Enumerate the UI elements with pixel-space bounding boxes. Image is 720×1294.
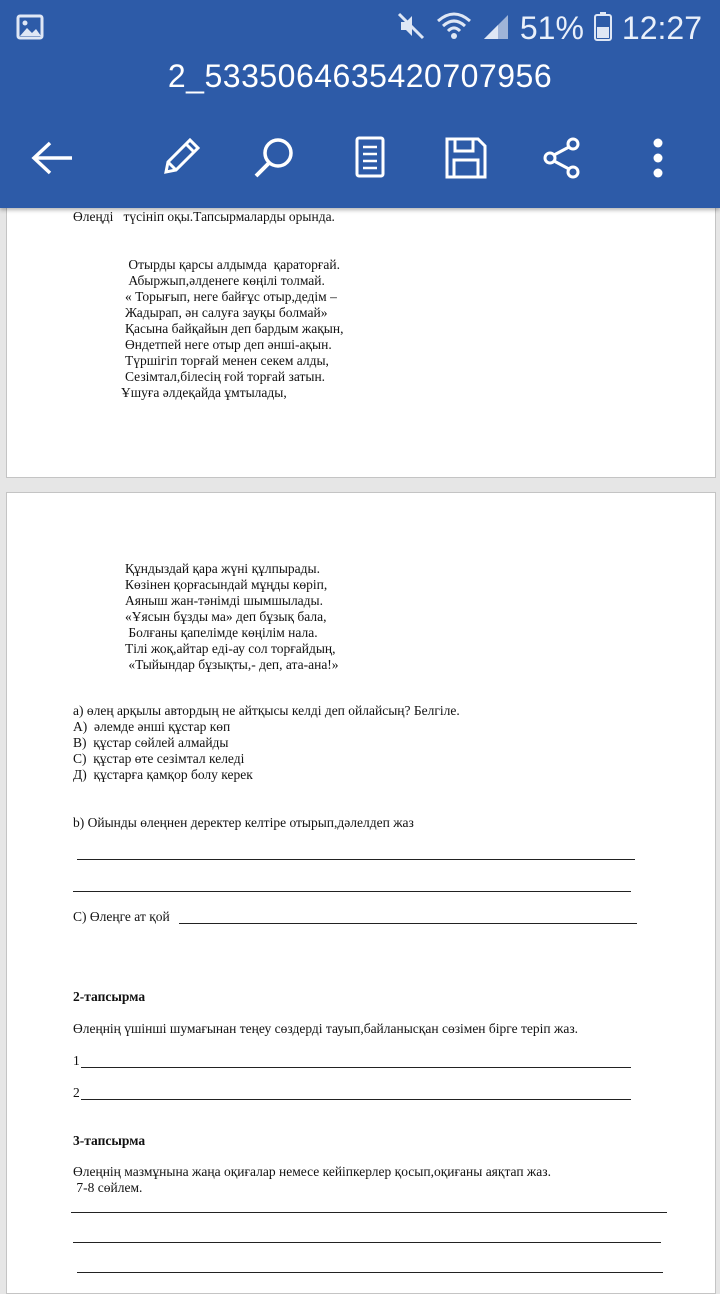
battery-percent: 51%	[519, 9, 584, 46]
poem-line: Абыржып,әлденеге көңілі толмай.	[125, 273, 325, 288]
answer-line	[81, 1099, 631, 1100]
answer-line	[71, 1212, 667, 1213]
back-arrow-icon[interactable]	[24, 130, 80, 186]
poem-line: Аяныш жан-тәнімді шымшылады.	[125, 593, 323, 608]
question-c: С) Өлеңге ат қой	[73, 909, 170, 924]
answer-line	[81, 1067, 631, 1068]
option-a: А) әлемде әнші құстар көп	[73, 719, 231, 734]
clock: 12:27	[621, 9, 702, 46]
answer-line	[73, 1242, 661, 1243]
search-icon[interactable]	[246, 130, 302, 186]
task-3-heading: 3-тапсырма	[73, 1133, 146, 1148]
poem-line: Отырды қарсы алдымда қараторғай.	[125, 257, 340, 272]
poem-line: «Ұясын бұзды ма» деп бұзық бала,	[125, 609, 327, 624]
document-page-1[interactable]	[6, 190, 716, 478]
answer-line	[73, 891, 631, 892]
share-icon[interactable]	[534, 130, 590, 186]
option-c: С) құстар өте сезімтал келеді	[73, 751, 245, 766]
battery-icon	[594, 11, 612, 46]
task-2-heading: 2-тапсырма	[73, 989, 146, 1004]
poem-line: Көзінен қорғасындай мұңды көріп,	[125, 577, 328, 592]
app-bar	[0, 0, 720, 208]
status-bar	[0, 0, 720, 56]
signal-icon	[482, 11, 510, 46]
document-page-2[interactable]	[6, 492, 716, 1294]
poem-line: Жадырап, ән салуға зауқы болмай»	[125, 305, 328, 320]
poem-line: Тілі жоқ,айтар еді-ау сол торғайдың,	[125, 641, 336, 656]
poem-line: Құндыздай қара жүні құлпырады.	[125, 561, 320, 576]
answer-label-2: 2	[73, 1085, 80, 1100]
question-b: b) Ойынды өлеңнен деректер келтіре отырып,дәлелдеп жаз	[73, 815, 414, 830]
answer-line	[179, 923, 637, 924]
poem-line: Өндетпей неге отыр деп әнші-ақын.	[125, 337, 332, 352]
save-icon[interactable]	[438, 130, 494, 186]
reading-view-icon[interactable]	[342, 130, 398, 186]
poem-line: Түршігіп торғай менен секем алды,	[125, 353, 329, 368]
edit-pencil-icon[interactable]	[152, 130, 208, 186]
option-b: В) құстар сөйлей алмайды	[73, 735, 229, 750]
question-a: а) өлең арқылы автордың не айтқысы келді деп ойлайсың? Белгіле.	[73, 703, 460, 718]
gallery-notification-icon	[16, 14, 44, 45]
poem-line: «Тыйындар бұзықты,- деп, ата-ана!»	[125, 657, 339, 672]
document-title: 2_5335064635420707956	[167, 58, 553, 94]
more-options-icon[interactable]	[630, 130, 686, 186]
poem-line: Сезімтал,білесің ғой торғай затын.	[125, 369, 326, 384]
poem-line: Қасына байқайын деп бардым жақын,	[125, 321, 344, 336]
toolbar	[0, 122, 720, 188]
answer-line	[77, 1272, 663, 1273]
option-d: Д) құстарға қамқор болу керек	[73, 767, 253, 782]
poem-line: Болғаны қапелімде көңілім нала.	[125, 625, 318, 640]
answer-line	[77, 859, 635, 860]
task-3-text-sentences: 7-8 сөйлем.	[73, 1180, 143, 1195]
poem-line: « Торығып, неге байғұс отыр,дедім –	[125, 289, 337, 304]
wifi-icon	[436, 11, 472, 46]
mute-icon	[396, 11, 426, 46]
task-3-text: Өлеңнің мазмұнына жаңа оқиғалар немесе кейіпкерлер қосып,оқиғаны аяқтап жаз.	[73, 1164, 551, 1179]
instruction-text: Өлеңді түсініп оқы.Тапсырмаларды орында.	[73, 209, 335, 224]
task-2-text: Өлеңнің үшінші шумағынан теңеу сөздерді тауып,байланысқан сөзімен бірге теріп жаз.	[73, 1021, 579, 1036]
answer-label-1: 1	[73, 1053, 80, 1068]
poem-line: Ұшуға әлдеқайда ұмтылады,	[121, 385, 287, 400]
